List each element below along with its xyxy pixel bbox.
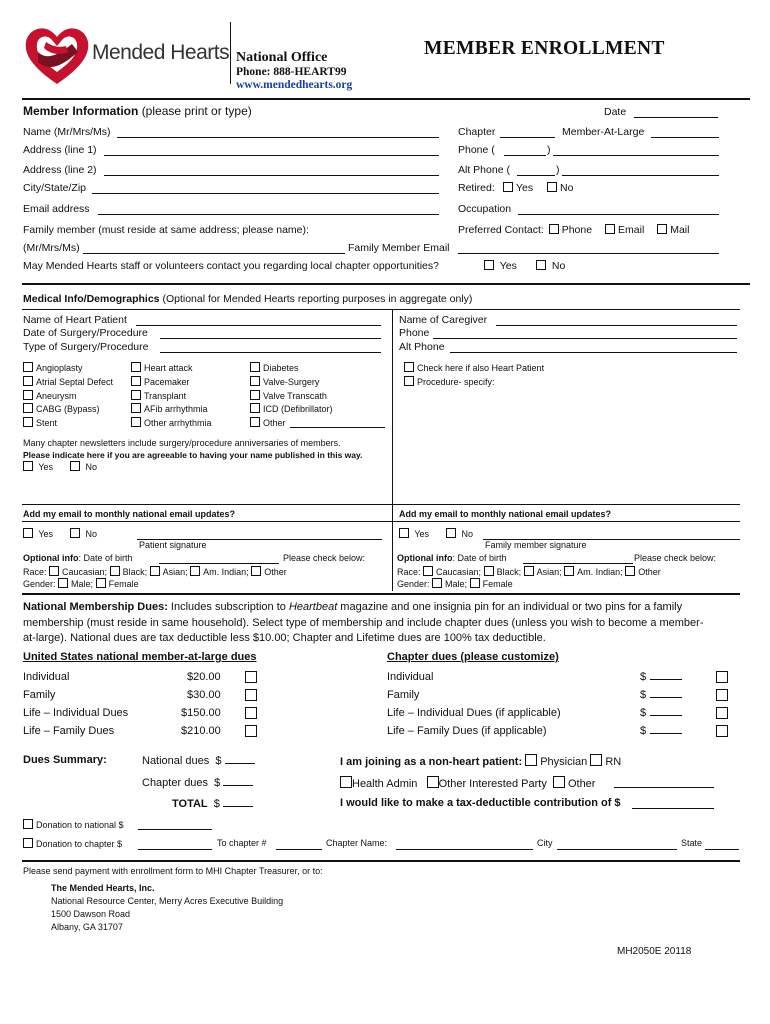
office-label: National Office: [236, 50, 328, 65]
dob-field-left[interactable]: [159, 563, 279, 564]
contact-yes-checkbox[interactable]: [484, 260, 494, 270]
procedures-col3: [250, 362, 333, 431]
check-below-right: Please check below:: [634, 553, 717, 563]
dues-paragraph: National Membership Dues: Includes subscription to Heartbeat magazine and one insignia pin for an individual or two pins for a family membership (must reside in same household). Select type of membership and include chapter dues (unless you wish to become a member- at-large). National dues are tax deductible less $10.00; Chapter and Lifetime dues are 100% tax deductible.: [23, 601, 704, 644]
org-name: The Mended Hearts, Inc.: [51, 883, 155, 893]
contact-question: May Mended Hearts staff or volunteers contact you regarding local chapter opportunities?: [23, 260, 439, 272]
chapter-name-label: Chapter Name:: [326, 838, 388, 848]
pref-mail-checkbox[interactable]: [657, 224, 667, 234]
gender-right: Gender: Male; Female: [397, 579, 513, 589]
family-email-field[interactable]: [458, 253, 719, 254]
member-heading: Member Information (please print or type): [23, 104, 252, 118]
dob-field-right[interactable]: [523, 563, 633, 564]
caregiver-procedure[interactable]: Procedure- specify:: [404, 376, 544, 390]
preferred-contact: Preferred Contact: Phone Email Mail: [458, 224, 690, 236]
optional-right: Optional info: Date of birth: [397, 553, 507, 563]
medical-rule-2: [22, 504, 740, 505]
newsletter-note: Many chapter newsletters include surgery/procedure anniversaries of members.: [23, 438, 341, 448]
phone-field[interactable]: [553, 155, 719, 156]
form-code: MH2050E 20118: [617, 946, 692, 957]
logo: [22, 22, 92, 90]
pref-email-checkbox[interactable]: [605, 224, 615, 234]
city-field[interactable]: [92, 193, 439, 194]
page-title: MEMBER ENROLLMENT: [424, 38, 665, 59]
alt-phone-area-field[interactable]: [517, 175, 555, 176]
address1-label: Address (line 1): [23, 144, 97, 156]
chapter-dues-row: Individual $: [387, 668, 732, 686]
name-label: Name (Mr/Mrs/Ms): [23, 126, 111, 138]
caregiver-field[interactable]: [496, 325, 737, 326]
date-label: Date: [604, 106, 627, 118]
to-chapter-label: To chapter #: [217, 838, 267, 848]
patient-name-label: Name of Heart Patient: [23, 314, 127, 326]
gender-left: Gender: Male; Female: [23, 579, 139, 589]
proc-item[interactable]: Other arrhythmia: [131, 417, 212, 431]
national-dues-row: Family $30.00: [23, 686, 263, 704]
other-party-checkbox[interactable]: [427, 776, 439, 788]
date-field[interactable]: [634, 117, 718, 118]
nonheart-row: I am joining as a non-heart patient: Physician RN: [340, 756, 622, 768]
chapter-dues-title: Chapter dues (please customize): [387, 651, 559, 663]
retired-label: Retired:: [458, 182, 495, 194]
chapter-dues-summary: Chapter dues $: [142, 776, 253, 789]
section-rule-2: [22, 593, 740, 595]
office-phone: Phone: 888-HEART99: [236, 66, 347, 78]
procedures-col2: [131, 362, 212, 431]
occupation-label: Occupation: [458, 203, 512, 215]
member-at-large-field[interactable]: [651, 137, 719, 138]
retired-yes-checkbox[interactable]: [503, 182, 513, 192]
caregiver-label: Name of Caregiver: [399, 314, 488, 326]
proc-item[interactable]: Pacemaker: [131, 376, 212, 390]
donation-city-field[interactable]: [557, 849, 677, 850]
updates-no-right[interactable]: No: [446, 528, 473, 539]
proc-item[interactable]: CABG (Bypass): [23, 403, 113, 417]
email-updates-rule: [22, 521, 740, 522]
email-updates-right: Add my email to monthly national email updates?: [399, 509, 612, 519]
chapter-field[interactable]: [500, 137, 555, 138]
header-divider: [230, 22, 231, 84]
phone-label: Phone (: [458, 144, 495, 156]
state-label-donation: State: [681, 838, 703, 848]
header-rule: [22, 98, 750, 100]
family-email-label: Family Member Email: [348, 242, 450, 254]
medical-heading: Medical Info/Demographics (Optional for Mended Hearts reporting purposes in aggregate only): [23, 293, 473, 305]
patient-name-field[interactable]: [136, 325, 381, 326]
address2-field[interactable]: [104, 175, 439, 176]
race-left: Race: Caucasian; Black; Asian; Am. Indian; Other: [23, 567, 287, 577]
proc-item[interactable]: Angioplasty: [23, 362, 113, 376]
heart-logo-icon: [22, 22, 92, 90]
national-dues-row: Life – Family Dues $210.00: [23, 722, 263, 740]
retired-no-checkbox[interactable]: [547, 182, 557, 192]
surgery-date-field[interactable]: [160, 338, 381, 339]
check-below-left: Please check below:: [283, 553, 366, 563]
logo-text: Mended Hearts: [92, 41, 230, 64]
donation-state-field[interactable]: [705, 849, 739, 850]
address1-field[interactable]: [104, 155, 439, 156]
chapter-dues-row: Life – Individual Dues (if applicable) $: [387, 704, 732, 722]
address2-label: Address (line 2): [23, 164, 97, 176]
physician-checkbox[interactable]: [525, 754, 537, 766]
contact-yes[interactable]: Yes: [484, 260, 517, 272]
cg-phone-label: Phone: [399, 327, 430, 339]
national-dues-row: Individual $20.00: [23, 668, 263, 686]
alt-phone-paren: ): [556, 164, 560, 176]
proc-item[interactable]: Diabetes: [250, 362, 333, 376]
patient-signature-label: Patient signature: [139, 540, 207, 550]
national-dues-list: [23, 668, 263, 740]
procedures-col4: [404, 362, 544, 390]
medical-rule: [22, 309, 740, 310]
retired-no[interactable]: No: [547, 182, 573, 194]
proc-item[interactable]: Other: [250, 417, 333, 431]
email-field[interactable]: [98, 214, 439, 215]
rn-checkbox[interactable]: [590, 754, 602, 766]
to-chapter-field[interactable]: [276, 849, 322, 850]
org-address-1: National Resource Center, Merry Acres Executive Building: [51, 896, 284, 906]
proc-item[interactable]: Heart attack: [131, 362, 212, 376]
chapter-label: Chapter: [458, 126, 496, 138]
proc-item[interactable]: Transplant: [131, 390, 212, 404]
family-member-label: Family member (must reside at same address; please name):: [23, 224, 309, 236]
chapter-dues-list: [387, 668, 732, 740]
health-admin-checkbox[interactable]: [340, 776, 352, 788]
email-label: Email address: [23, 203, 90, 215]
updates-no-left[interactable]: No: [70, 528, 97, 539]
alt-phone-field[interactable]: [562, 175, 719, 176]
newsletter-no[interactable]: No: [70, 461, 97, 472]
proc-item[interactable]: AFib arrhythmia: [131, 403, 212, 417]
proc-item[interactable]: Stent: [23, 417, 113, 431]
proc-item[interactable]: Aneurysm: [23, 390, 113, 404]
contact-no[interactable]: No: [536, 260, 565, 272]
caregiver-heart-patient[interactable]: Check here if also Heart Patient: [404, 362, 544, 376]
proc-item[interactable]: Atrial Septal Defect: [23, 376, 113, 390]
cg-alt-phone-label: Alt Phone: [399, 341, 445, 353]
proc-item[interactable]: Valve Transcath: [250, 390, 333, 404]
org-address-3: Albany, GA 31707: [51, 922, 123, 932]
contribution-field[interactable]: [632, 808, 714, 809]
donation-chapter-field[interactable]: [138, 849, 212, 850]
alt-phone-label: Alt Phone (: [458, 164, 510, 176]
other-checkbox[interactable]: [553, 776, 565, 788]
surgery-type-label: Type of Surgery/Procedure: [23, 341, 149, 353]
contact-no-checkbox[interactable]: [536, 260, 546, 270]
family-name-label: (Mr/Mrs/Ms): [23, 242, 80, 254]
national-dues-summary: National dues $: [142, 754, 255, 767]
dues-summary-title: Dues Summary:: [23, 754, 107, 766]
member-at-large-label: Member-At-Large: [562, 126, 645, 138]
city-label: City/State/Zip: [23, 182, 87, 194]
cg-phone-field[interactable]: [433, 338, 737, 339]
occupation-field[interactable]: [518, 214, 719, 215]
chapter-dues-row: Family $: [387, 686, 732, 704]
section-rule-1: [22, 283, 750, 285]
race-right: Race: Caucasian; Black; Asian; Am. Indian; Other: [397, 567, 661, 577]
newsletter-note2: Please indicate here if you are agreeable to having your name published in this way.: [23, 450, 363, 460]
city-label-donation: City: [537, 838, 553, 848]
national-dues-title: United States national member-at-large dues: [23, 651, 257, 663]
updates-yes-left[interactable]: Yes: [23, 528, 53, 539]
national-dues-row: Life – Individual Dues $150.00: [23, 704, 263, 722]
surgery-type-field[interactable]: [160, 352, 381, 353]
other-proc-field[interactable]: [290, 427, 385, 428]
donation-national: Donation to national $: [23, 819, 124, 830]
total-summary: TOTAL $: [172, 797, 253, 810]
footer-rule: [22, 860, 740, 862]
optional-left: Optional info: Date of birth: [23, 553, 133, 563]
contribution-label: I would like to make a tax-deductible contribution of $: [340, 797, 621, 809]
family-name-field[interactable]: [83, 253, 345, 254]
email-updates-left: Add my email to monthly national email updates?: [23, 509, 236, 519]
medical-divider: [392, 309, 393, 591]
retired-yes[interactable]: Yes: [503, 182, 533, 194]
donation-national-field[interactable]: [138, 829, 212, 830]
phone-area-field[interactable]: [504, 155, 546, 156]
pref-phone-checkbox[interactable]: [549, 224, 559, 234]
name-field[interactable]: [117, 137, 439, 138]
org-address-2: 1500 Dawson Road: [51, 909, 131, 919]
surgery-date-label: Date of Surgery/Procedure: [23, 327, 148, 339]
cg-alt-phone-field[interactable]: [450, 352, 737, 353]
other-field[interactable]: [614, 787, 714, 788]
phone-paren: ): [547, 144, 551, 156]
updates-yes-right[interactable]: Yes: [399, 528, 429, 539]
donation-chapter: Donation to chapter $: [23, 838, 122, 849]
chapter-dues-row: Life – Family Dues (if applicable) $: [387, 722, 732, 740]
newsletter-yes[interactable]: Yes: [23, 461, 53, 472]
procedures-col1: [23, 362, 113, 431]
nonheart-row-2: Health Admin Other Interested Party Other: [340, 776, 595, 790]
family-signature-label: Family member signature: [485, 540, 587, 550]
proc-item[interactable]: Valve-Surgery: [250, 376, 333, 390]
chapter-name-field[interactable]: [396, 849, 533, 850]
proc-item[interactable]: ICD (Defibrillator): [250, 403, 333, 417]
send-payment-note: Please send payment with enrollment form to MHI Chapter Treasurer, or to:: [23, 866, 323, 876]
website-link[interactable]: www.mendedhearts.org: [236, 79, 353, 91]
